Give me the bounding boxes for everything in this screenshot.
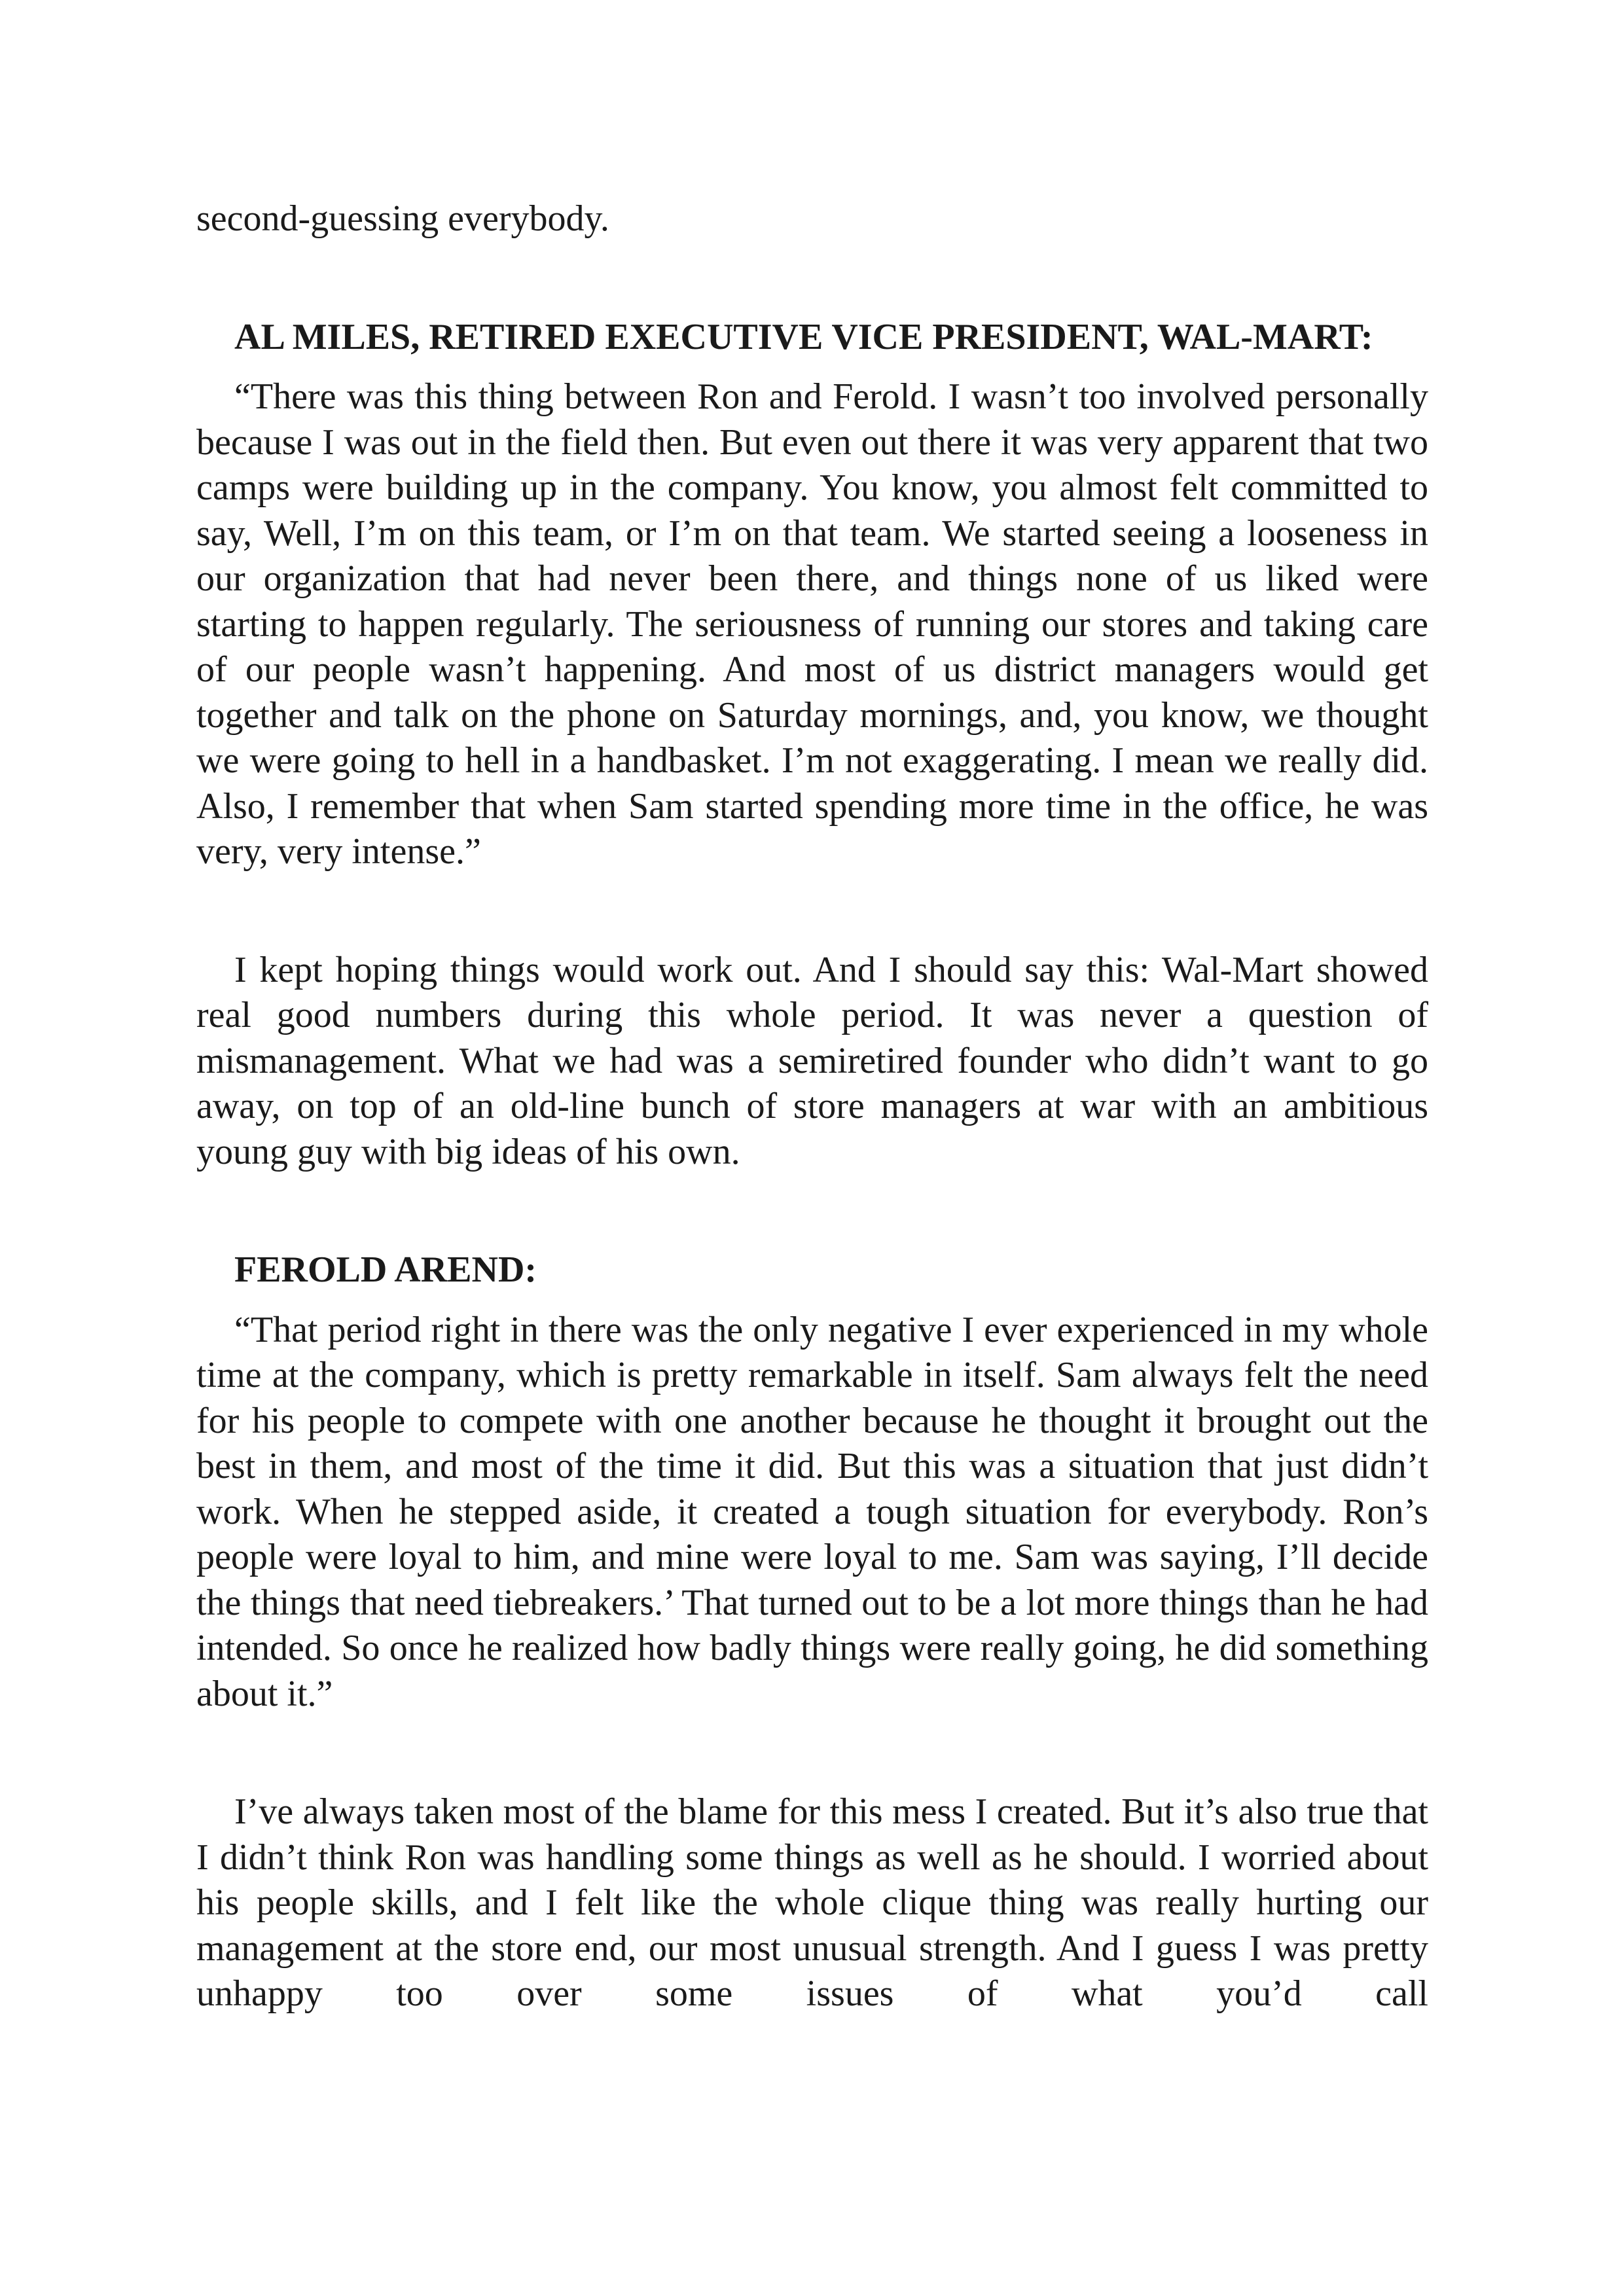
heading-spacer xyxy=(196,1293,1428,1308)
paragraph-spacer xyxy=(196,1717,1428,1789)
quote-al-miles: “There was this thing between Ron and Ferold. I wasn’t too involved personally because I was out in the field then. But even out there it was very apparent that two camps were building up in the company. You know, you almost felt committed to say, Well, I’m on this team, or I’m on that team. We started seeing a looseness in our organization that had never been there, and things none of us liked were starting to happen regularly. The seriousness of running our stores and taking care of our people wasn’t happening. And most of us district managers would get together and talk on the phone on Saturday mornings, and, you know, we thought we were going to hell in a handbasket. I’m not exaggerating. I mean we really did. Also, I remember that when Sam started spending more time in the office, he was very, very intense.” xyxy=(196,376,1428,872)
speaker-heading-al-miles: AL MILES, RETIRED EXECUTIVE VICE PRESIDENT, WAL-MART: xyxy=(234,316,1373,357)
speaker-heading-ferold-arend: FEROLD AREND: xyxy=(234,1249,537,1290)
paragraph-continued: second-guessing everybody. xyxy=(196,198,609,239)
paragraph-spacer xyxy=(196,1175,1428,1247)
paragraph-spacer xyxy=(196,242,1428,315)
narrative-paragraph-final: I’ve always taken most of the blame for this mess I created. But it’s also true that I didn’t think Ron was handling some things as well as he should. I worried about his people skills, and I felt like the whole clique thing was really hurting our management at the store end, our most unusual strength. And I guess I was pretty unhappy too over some issues of what you’d call xyxy=(196,1791,1428,2014)
paragraph-spacer xyxy=(196,875,1428,948)
document-page xyxy=(196,196,1428,2017)
quote-ferold-arend: “That period right in there was the only negative I ever experienced in my whole time at the company, which is pretty remarkable in itself. Sam always felt the need for his people to compete with one another because he thought it brought out the best in them, and most of the time it did. But this was a situation that just didn’t work. When he stepped aside, it created a tough situation for everybody. Ron’s people were loyal to him, and mine were loyal to me. Sam was saying, I’ll decide the things that need tiebreakers.’ That turned out to be a lot more things than he had intended. So once he realized how badly things were really going, he did something about it.” xyxy=(196,1309,1428,1714)
heading-spacer xyxy=(196,360,1428,374)
narrative-paragraph: I kept hoping things would work out. And I should say this: Wal-Mart showed real good numbers during this whole period. It was never a question of mismanagement. What we had was a semiretired founder who didn’t want to go away, on top of an old-line bunch of store managers at war with an ambitious young guy with big ideas of his own. xyxy=(196,949,1428,1172)
